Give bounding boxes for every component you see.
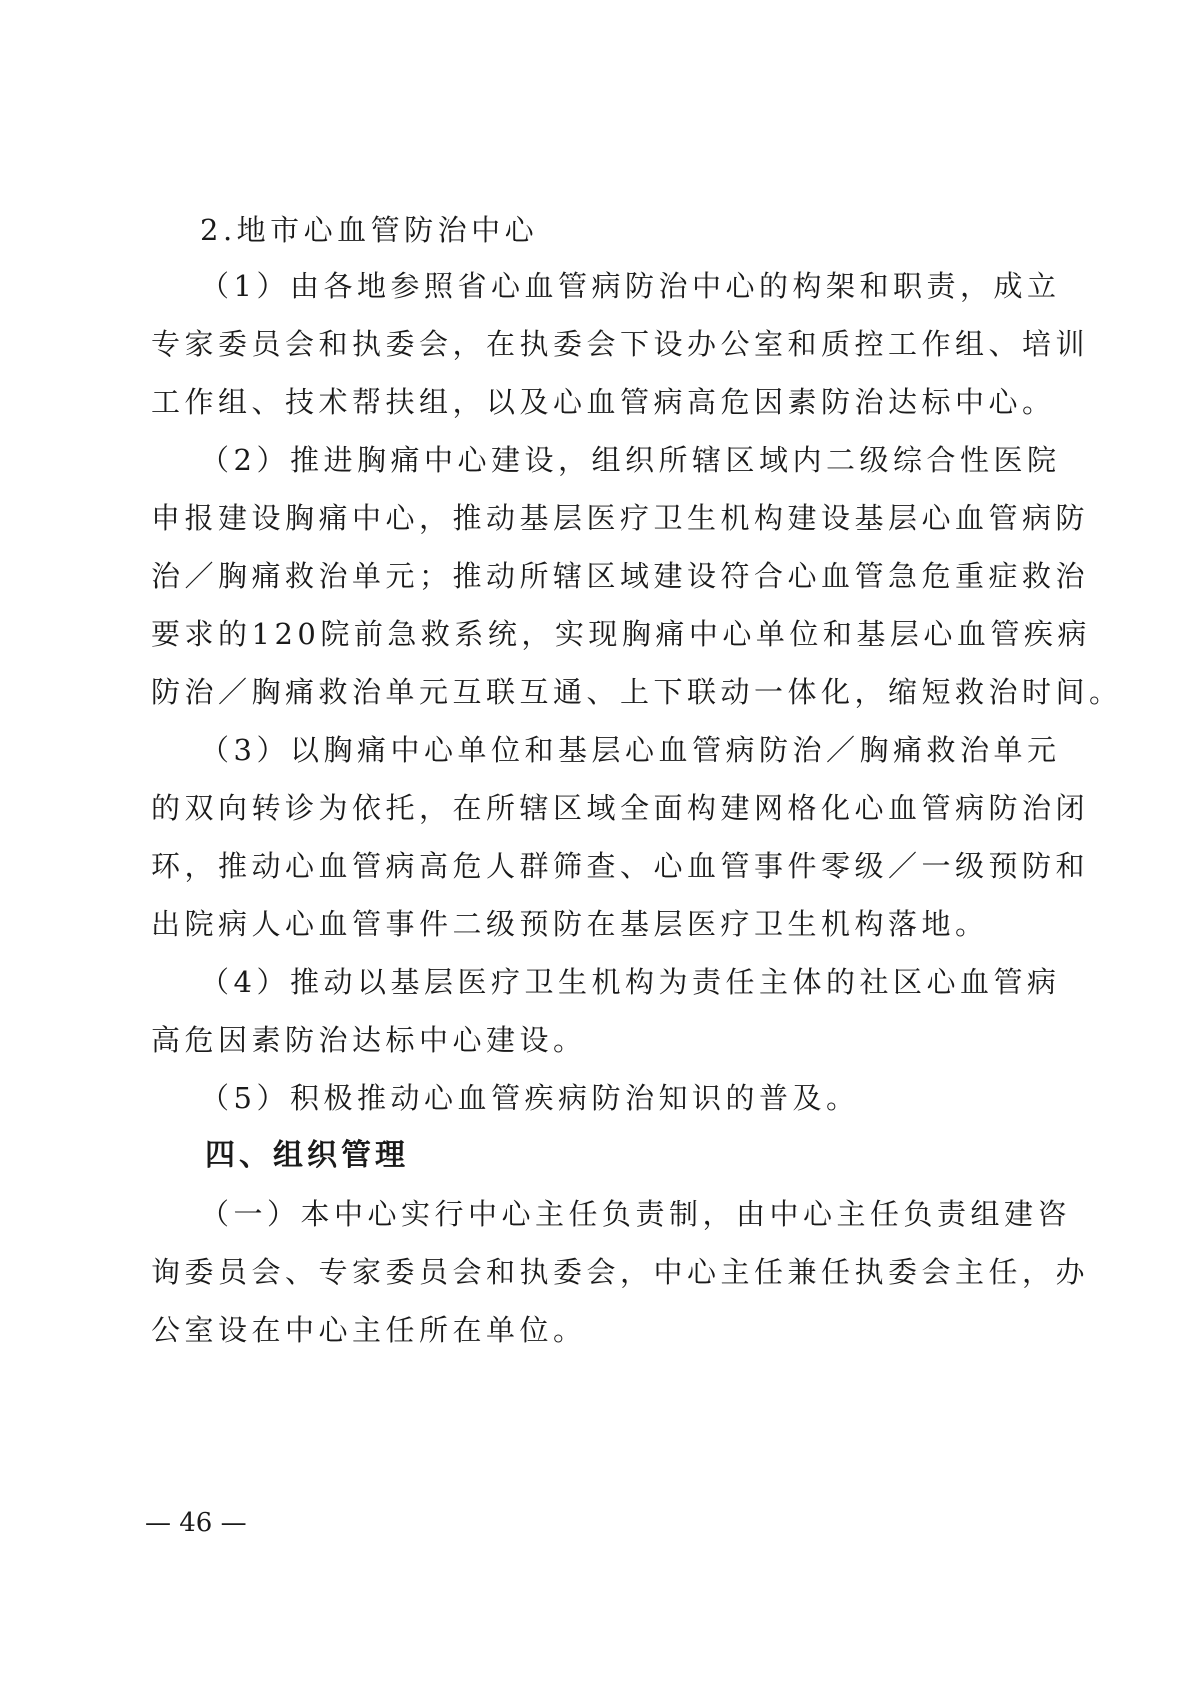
paragraph-line: 环，推动心血管病高危人群筛查、心血管事件零级／一级预防和 xyxy=(151,849,1090,883)
section-heading: 四、组织管理 xyxy=(205,1138,409,1173)
page-number: — 46 — xyxy=(145,1508,247,1538)
paragraph-line: 的双向转诊为依托，在所辖区域全面构建网格化心血管病防治闭 xyxy=(151,791,1090,825)
paragraph-line: 申报建设胸痛中心，推动基层医疗卫生机构建设基层心血管病防 xyxy=(151,501,1090,535)
paragraph-line: 高危因素防治达标中心建设。 xyxy=(151,1023,587,1057)
paragraph-line: 公室设在中心主任所在单位。 xyxy=(151,1313,587,1347)
paragraph-line: （3）以胸痛中心单位和基层心血管病防治／胸痛救治单元 xyxy=(200,733,1061,767)
paragraph-line: （4）推动以基层医疗卫生机构为责任主体的社区心血管病 xyxy=(200,965,1061,999)
paragraph-line: 治／胸痛救治单元；推动所辖区域建设符合心血管急危重症救治 xyxy=(151,559,1090,593)
paragraph-line: （2）推进胸痛中心建设，组织所辖区域内二级综合性医院 xyxy=(200,443,1061,477)
subsection-title: 2.地市心血管防治中心 xyxy=(200,213,539,247)
paragraph-line: 询委员会、专家委员会和执委会，中心主任兼任执委会主任，办 xyxy=(151,1255,1090,1289)
paragraph-line: 要求的120院前急救系统，实现胸痛中心单位和基层心血管疾病 xyxy=(151,617,1091,651)
paragraph-line: 专家委员会和执委会，在执委会下设办公室和质控工作组、培训 xyxy=(151,327,1090,361)
paragraph-line: 出院病人心血管事件二级预防在基层医疗卫生机构落地。 xyxy=(151,907,989,941)
paragraph-line: （1）由各地参照省心血管病防治中心的构架和职责，成立 xyxy=(200,269,1061,303)
paragraph-line: （一）本中心实行中心主任负责制，由中心主任负责组建咨 xyxy=(200,1197,1072,1231)
paragraph-line: 工作组、技术帮扶组，以及心血管病高危因素防治达标中心。 xyxy=(151,385,1056,419)
paragraph-line: （5）积极推动心血管疾病防治知识的普及。 xyxy=(200,1081,860,1115)
paragraph-line: 防治／胸痛救治单元互联互通、上下联动一体化，缩短救治时间。 xyxy=(151,675,1123,709)
